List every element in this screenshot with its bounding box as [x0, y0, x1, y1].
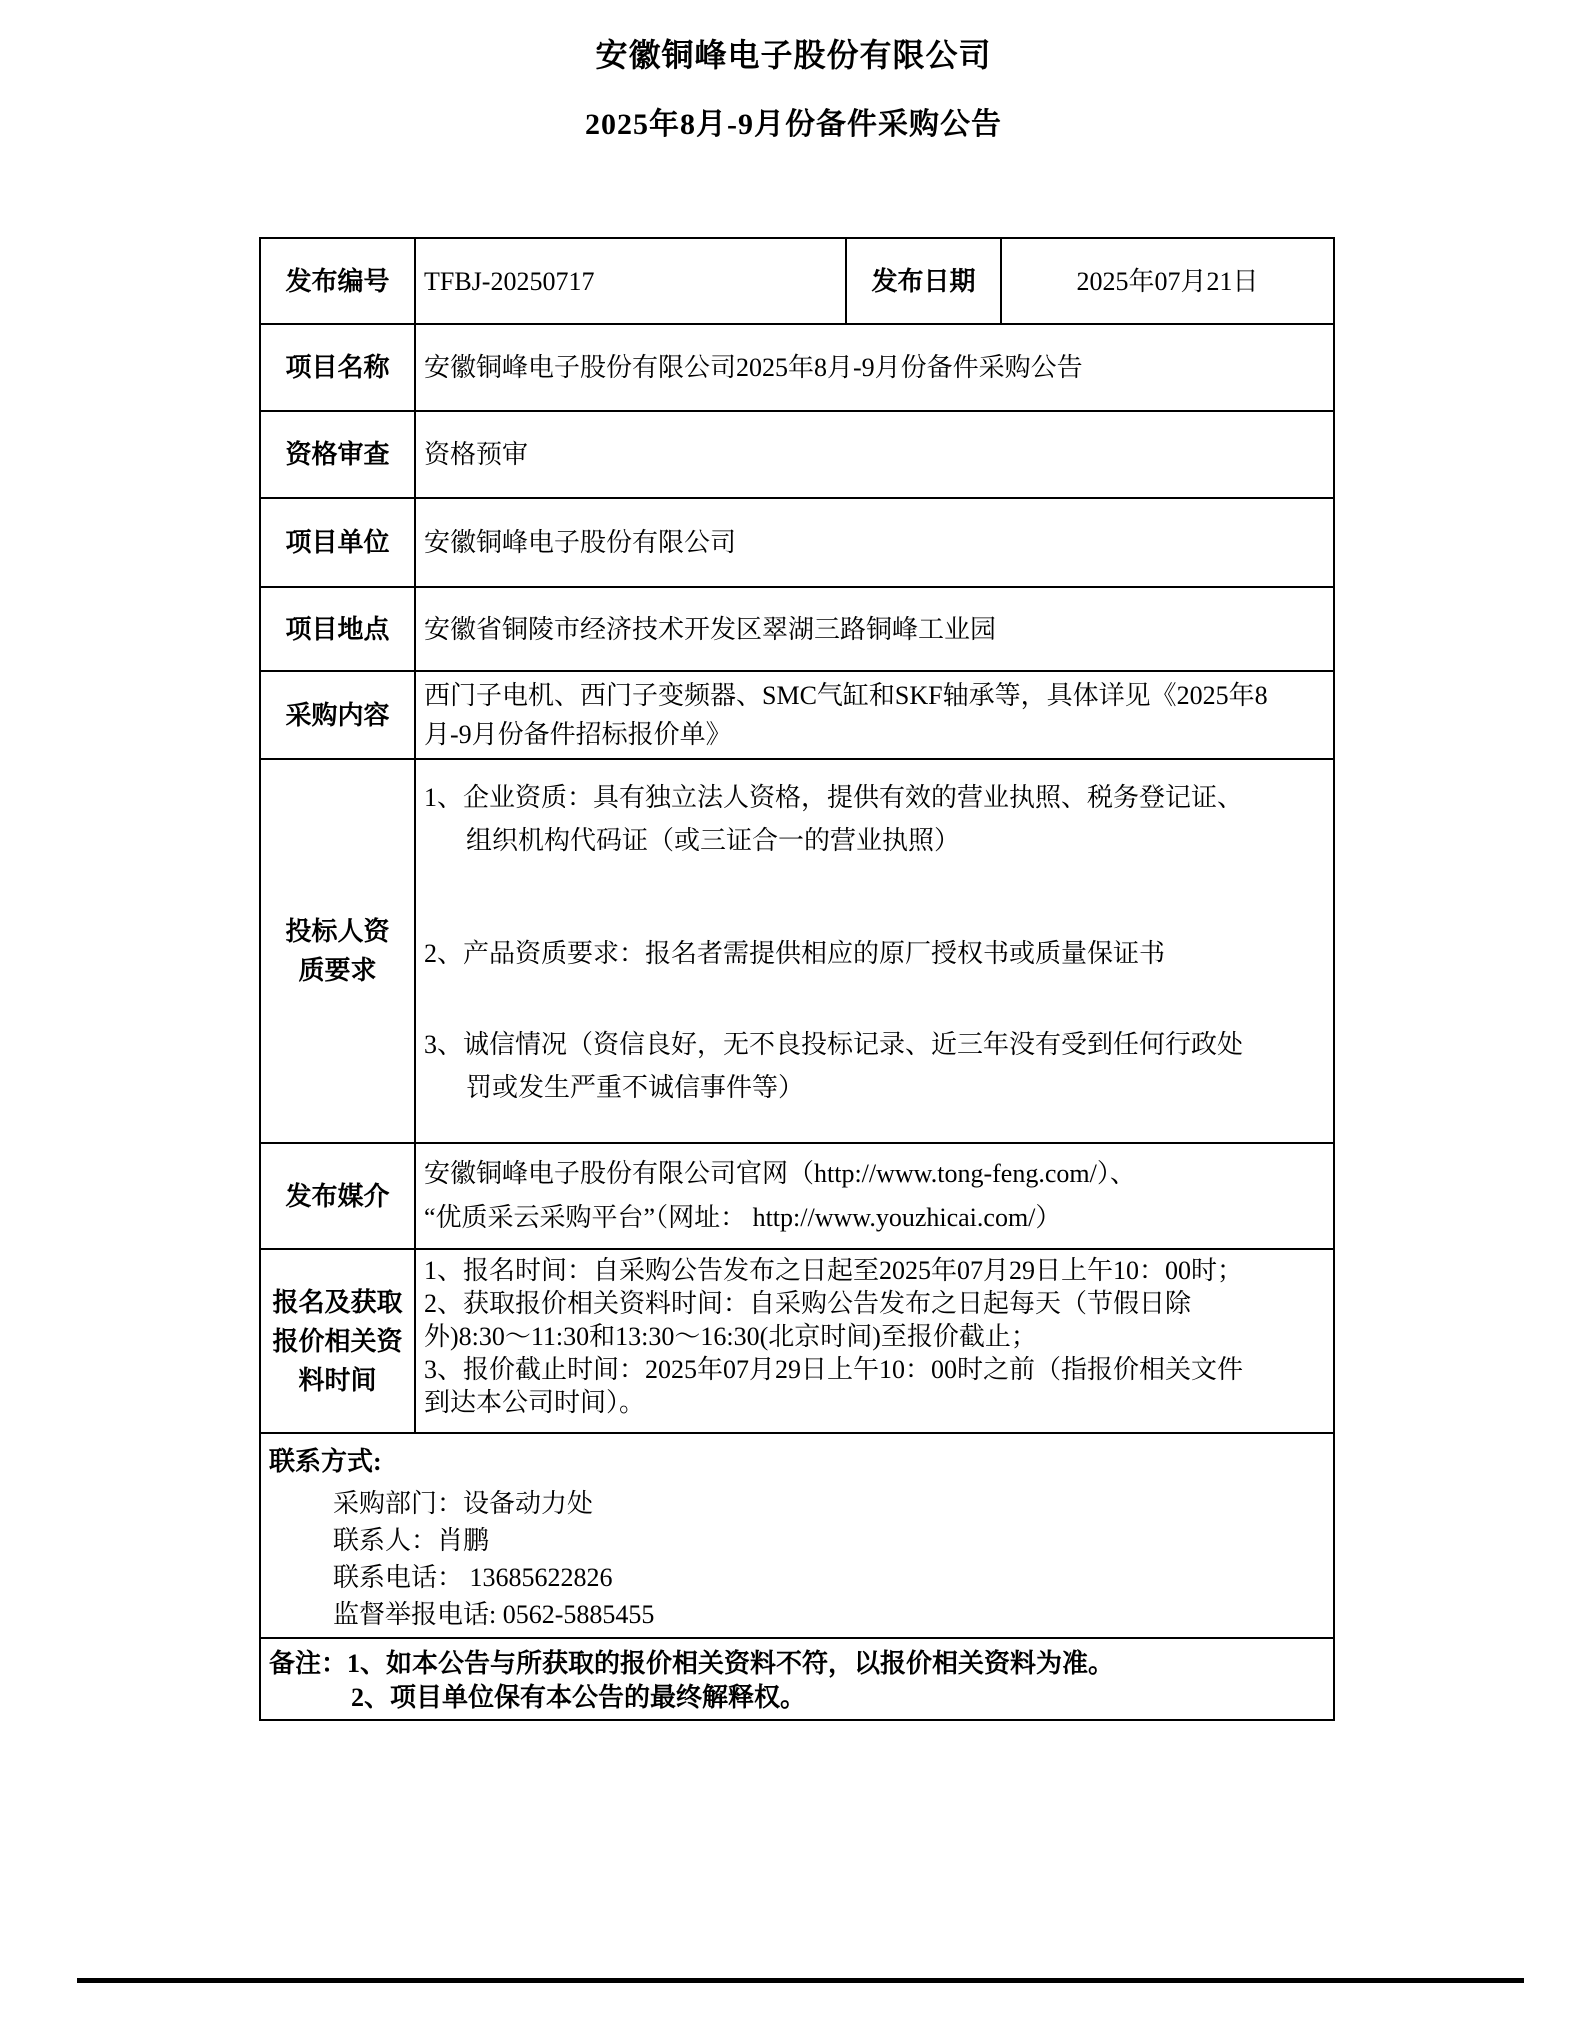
contact-lines — [269, 1485, 1325, 1633]
publish-media-value — [416, 1144, 1333, 1248]
release-no-label: 发布编号 — [261, 239, 416, 323]
project-unit-value: 安徽铜峰电子股份有限公司 — [424, 528, 737, 557]
project-location-label: 项目地点 — [261, 588, 416, 670]
publish-media-line1: 安徽铜峰电子股份有限公司官网（http://www.tong-feng.com/）、 — [424, 1159, 1136, 1188]
table-row-release — [261, 239, 1333, 325]
procurement-content-line1: 西门子电机、西门子变频器、SMC气缸和SKF轴承等，具体详见《2025年8 — [424, 681, 1268, 710]
table-row-project-name — [261, 325, 1333, 412]
page-title: 安徽铜峰电子股份有限公司 — [595, 37, 992, 73]
remark-line2: 2、项目单位保有本公告的最终解释权。 — [351, 1683, 807, 1712]
contact-phone: 联系电话： 13685622826 — [333, 1563, 613, 1592]
table-row-project-unit — [261, 499, 1333, 588]
table-row-contact — [261, 1434, 1333, 1639]
publish-media-label: 发布媒介 — [261, 1144, 416, 1248]
remark-line1: 备注：1、如本公告与所获取的报价相关资料不符，以报价相关资料为准。 — [269, 1649, 1115, 1678]
schedule-label: 报名及获取 报价相关资 料时间 — [261, 1250, 416, 1432]
contact-department: 采购部门：设备动力处 — [333, 1489, 594, 1518]
project-location-value: 安徽省铜陵市经济技术开发区翠湖三路铜峰工业园 — [424, 614, 997, 644]
table-row-publish-media — [261, 1144, 1333, 1250]
procurement-content-value — [416, 672, 1333, 758]
page-subtitle: 2025年8月-9月份备件采购公告 — [585, 108, 1002, 141]
qualification-review-label: 资格审查 — [261, 412, 416, 497]
table-row-schedule — [261, 1250, 1333, 1434]
table-row-procurement-content — [261, 672, 1333, 760]
release-date-value: 2025年07月21日 — [1076, 266, 1259, 296]
procurement-content-line2: 月-9月份备件招标报价单》 — [424, 720, 732, 749]
contact-heading: 联系方式: — [269, 1447, 382, 1476]
table-row-remark — [261, 1639, 1333, 1719]
qualification-review-value: 资格预审 — [424, 440, 529, 469]
page-bottom-rule — [77, 1978, 1524, 1983]
project-name-label: 项目名称 — [261, 325, 416, 410]
project-unit-label: 项目单位 — [261, 499, 416, 586]
table-row-bidder-qualification — [261, 760, 1333, 1144]
schedule-value: 1、报名时间：自采购公告发布之日起至2025年07月29日上午10：00时； 2、获取报价相关资料时间：自采购公告发布之日起每天（节假日除 外)8:30～11:30和13:30～16:30(北京时间)至报价截止； 3、报价截止时间：2025年07月29日上午10：00时之前（指报价相关文件 到达本公司时间）。 — [424, 1256, 1244, 1417]
remark-section — [261, 1639, 1333, 1719]
qualification-item-1: 1、企业资质：具有独立法人资格，提供有效的营业执照、税务登记证、 组织机构代码证（或三证合一的营业执照） — [424, 783, 1244, 855]
publish-media-line2: “优质采云采购平台”（网址： http://www.youzhicai.com/） — [424, 1203, 1062, 1232]
bidder-qualification-value — [416, 760, 1333, 1142]
table-row-project-location — [261, 588, 1333, 672]
project-name-value: 安徽铜峰电子股份有限公司2025年8月-9月份备件采购公告 — [424, 353, 1083, 382]
contact-section — [261, 1434, 1333, 1637]
contact-person: 联系人：肖鹏 — [333, 1526, 490, 1555]
release-no-value: TFBJ-20250717 — [416, 239, 847, 323]
announcement-table — [259, 237, 1335, 1721]
contact-supervision-phone: 监督举报电话: 0562-5885455 — [333, 1600, 655, 1629]
qualification-item-3: 3、诚信情况（资信良好，无不良投标记录、近三年没有受到任何行政处 罚或发生严重不诚信事件等） — [424, 1030, 1244, 1102]
table-row-qualification-review — [261, 412, 1333, 499]
bidder-qualification-label: 投标人资 质要求 — [261, 760, 416, 1142]
qualification-item-2: 2、产品资质要求：报名者需提供相应的原厂授权书或质量保证书 — [424, 939, 1166, 968]
procurement-content-label: 采购内容 — [261, 672, 416, 758]
release-date-label: 发布日期 — [847, 239, 1002, 323]
